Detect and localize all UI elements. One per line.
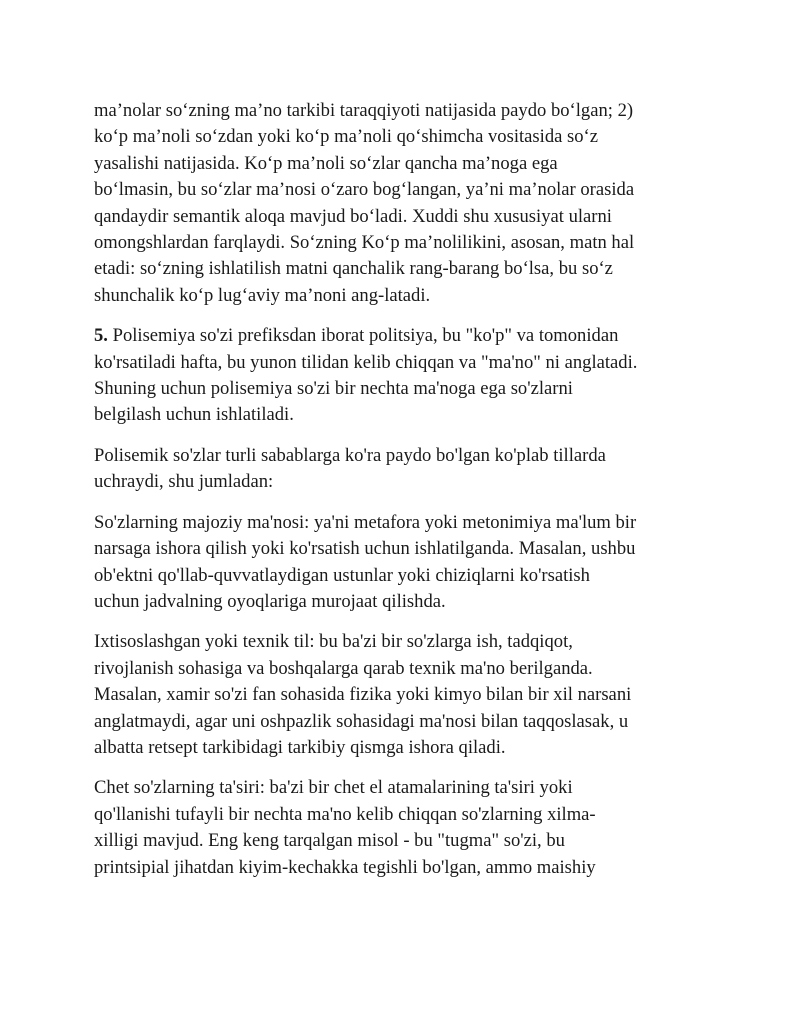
text-line: bo‘lmasin, bu so‘zlar ma’nosi o‘zaro bog‘langan, ya’ni ma’nolar orasida bbox=[94, 179, 635, 201]
text-line: Masalan, xamir so'zi fan sohasida fizika yoki kimyo bilan bir xil narsani bbox=[94, 684, 632, 706]
text-line: Polisemik so'zlar turli sabablarga ko'ra paydo bo'lgan ko'plab tillarda bbox=[94, 444, 606, 466]
paragraph-number: 5. bbox=[94, 325, 108, 347]
text-line: Ixtisoslashgan yoki texnik til: bu ba'zi bir so'zlarga ish, tadqiqot, bbox=[94, 631, 573, 653]
text-line: So'zlarning majoziy ma'nosi: ya'ni metafora yoki metonimiya ma'lum bir bbox=[94, 511, 637, 533]
text-line: uchraydi, shu jumladan: bbox=[94, 471, 274, 493]
text-line: ob'ektni qo'llab-quvvatlaydigan ustunlar yoki chiziqlarni ko'rsatish bbox=[94, 564, 590, 586]
text-line: ma’nolar so‘zning ma’no tarkibi taraqqiyoti natijasida paydo bo‘lgan; 2) bbox=[94, 100, 634, 121]
text-line: qo'llanishi tufayli bir nechta ma'no kelib chiqqan so'zlarning xilma- bbox=[94, 803, 596, 825]
text-line: Chet so'zlarning ta'siri: ba'zi bir chet el atamalarining ta'siri yoki bbox=[94, 777, 573, 799]
text-fragment: Polisemiya so'zi prefiksdan iborat politsiya, bu "ko'p" va tomonidan bbox=[107, 325, 619, 347]
text-line: ko‘p ma’noli so‘zdan yoki ko‘p ma’noli qo‘shimcha vositasida so‘z bbox=[94, 126, 598, 148]
text-line: uchun jadvalning oyoqlariga murojaat qilishda. bbox=[94, 590, 446, 612]
text-line: Shuning uchun polisemiya so'zi bir nechta ma'noga ega so'zlarni bbox=[94, 378, 573, 400]
text-line: ko'rsatiladi hafta, bu yunon tilidan kelib chiqqan va "ma'no" ni anglatadi. bbox=[94, 351, 638, 373]
paragraph-foreign-words bbox=[94, 775, 714, 881]
text-line: qandaydir semantik aloqa mavjud bo‘ladi. Xuddi shu xususiyat ularni bbox=[94, 205, 612, 227]
text-line: albatta retsept tarkibidagi tarkibiy qismga ishora qiladi. bbox=[94, 736, 506, 758]
paragraph-technical-language bbox=[94, 629, 714, 761]
text-line: belgilash uchun ishlatiladi. bbox=[94, 404, 294, 426]
document-body bbox=[94, 98, 714, 895]
text-line: xilligi mavjud. Eng keng tarqalgan misol - bu "tugma" so'zi, bu bbox=[94, 830, 565, 852]
text-line: omongshlardan farqlaydi. So‘zning Ko‘p ma’nolilikini, asosan, matn hal bbox=[94, 232, 635, 254]
text-line: rivojlanish sohasiga va boshqalarga qarab texnik ma'no berilganda. bbox=[94, 657, 593, 679]
text-line: narsaga ishora qilish yoki ko'rsatish uchun ishlatilganda. Masalan, ushbu bbox=[94, 538, 636, 560]
paragraph-numbered-5 bbox=[94, 323, 714, 429]
text-line: yasalishi natijasida. Ko‘p ma’noli so‘zlar qancha ma’noga ega bbox=[94, 152, 558, 174]
text-line bbox=[94, 323, 714, 349]
paragraph-figurative-meaning bbox=[94, 510, 714, 616]
text-line: anglatmaydi, agar uni oshpazlik sohasidagi ma'nosi bilan taqqoslasak, u bbox=[94, 710, 629, 732]
paragraph-polysemy-meanings bbox=[94, 98, 714, 309]
paragraph-polysemic-causes bbox=[94, 443, 714, 496]
text-line: etadi: so‘zning ishlatilish matni qanchalik rang-barang bo‘lsa, bu so‘z bbox=[94, 258, 613, 280]
text-line: printsipial jihatdan kiyim-kechakka tegishli bo'lgan, ammo maishiy bbox=[94, 856, 596, 878]
text-line: shunchalik ko‘p lug‘aviy ma’noni ang-latadi. bbox=[94, 284, 431, 306]
